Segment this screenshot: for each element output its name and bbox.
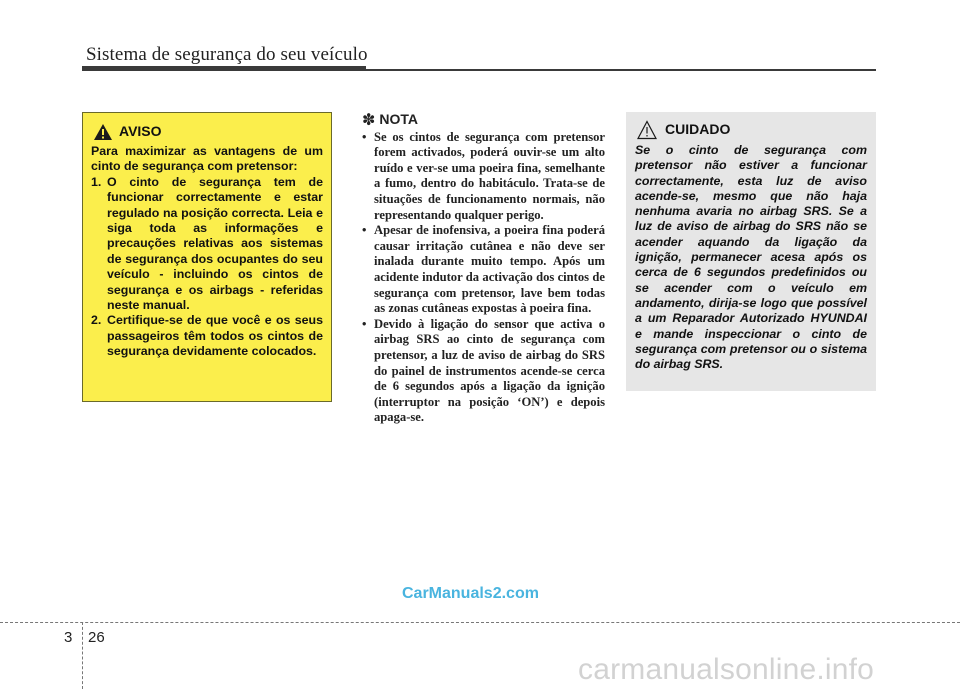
footer-divider (0, 622, 960, 623)
warning-box (82, 112, 332, 402)
note-item-text: Devido à ligação do sensor que activa o airbag SRS ao cinto de segurança com pretensor, a luz de aviso de airbag do SRS do painel de instrumentos acende-se cerca de 6 segundos após a ligação da ignição (interruptor na posição ‘ON’) e depois apaga-se. (374, 316, 605, 425)
note-item (362, 130, 605, 224)
warning-triangle-icon (93, 123, 113, 141)
note-bullet: • (362, 316, 367, 331)
note-item-text: Se os cintos de segurança com pretensor forem activados, poderá ouvir-se um alto ruído e ver-se uma poeira fina, semelhante a fumo, dentro do habitáculo. Trata-se de situações de funcionamento normais, não representando qualquer perigo. (374, 129, 605, 222)
warning-item-number: 2. (91, 313, 102, 328)
note-item-text: Apesar de inofensiva, a poeira fina poderá causar irritação cutânea e não deve ser inalada durante muito tempo. Após um acidente indutor da activação dos cintos de segurança com pretensor, lave bem todas as zonas cutâneas expostas à poeira fina. (374, 223, 605, 316)
caution-header (635, 120, 867, 140)
header-rule-thin (366, 69, 876, 71)
caution-box (626, 112, 876, 391)
note-bullet: • (362, 223, 367, 238)
caution-title: CUIDADO (665, 121, 731, 138)
note-section (362, 112, 605, 426)
warning-item-number: 1. (91, 174, 102, 189)
warning-item-text: O cinto de segurança tem de funcionar correctamente e estar regulado na posição correcta. Leia e siga toda as informações e precauções relativas aos sistemas de segurança dos ocupantes do seu veículo - incluindo os cintos de segurança e os airbags - referidas neste manual. (107, 174, 323, 313)
site-watermark: carmanualsonline.info (578, 653, 875, 686)
warning-item (91, 313, 323, 359)
chapter-number: 3 (64, 629, 73, 646)
page-header-title: Sistema de segurança do seu veículo (86, 44, 368, 65)
carmanuals-watermark[interactable]: CarManuals2.com (402, 585, 539, 602)
warning-intro: Para maximizar as vantagens de um cinto de segurança com pretensor: (91, 144, 323, 174)
note-star-icon: ✽ (362, 110, 376, 129)
note-item (362, 317, 605, 426)
page-number: 26 (88, 629, 105, 646)
warning-title: AVISO (119, 123, 162, 140)
note-bullet: • (362, 129, 367, 144)
caution-text: Se o cinto de segurança com pretensor não estiver a funcionar correctamente, esta luz de aviso acende-se, mesmo que não haja nenhuma avaria no airbag SRS. Se a luz de aviso de airbag do SRS não se acender aquando da ligação da ignição, permanecer acesa após os cerca de 6 segundos predefinidos ou se acender com o veículo em andamento, dirija-se logo que possível a um Reparador Autorizado HYUNDAI e mande inspeccionar o cinto de segurança com pretensor ou o sistema do airbag SRS. (635, 143, 867, 372)
note-header (362, 112, 605, 128)
warning-item-text: Certifique-se de que você e os seus passageiros têm todos os cintos de segurança devidamente colocados. (107, 313, 323, 359)
header-rule-thick (82, 66, 366, 71)
note-item (362, 223, 605, 317)
footer-vertical-divider (82, 622, 83, 689)
warning-item (91, 175, 323, 314)
warning-header (91, 123, 323, 141)
note-title: NOTA (379, 111, 419, 127)
caution-triangle-icon (637, 120, 657, 140)
